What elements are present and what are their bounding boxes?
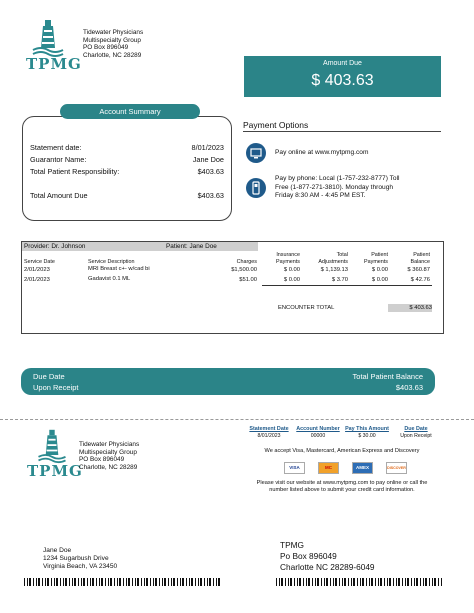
col-charges: Charges (236, 259, 257, 265)
barcode-icon (24, 578, 220, 586)
address-line: Charlotte, NC 28289 (83, 51, 142, 59)
mastercard-icon: MC (318, 462, 339, 474)
tear-line (0, 419, 474, 420)
row-adj: $ 3.70 (331, 277, 348, 283)
address-line: Virginia Beach, VA 23450 (43, 563, 118, 570)
address-line: Tidewater Physicians (79, 441, 140, 448)
phone-line: Free (1-877-271-3810). Monday through (275, 183, 394, 191)
amount-due-label: Amount Due (323, 60, 362, 67)
remit-header-account-number: Account Number (296, 426, 340, 432)
practice-address (79, 441, 139, 471)
amount-due-box (244, 56, 441, 97)
guarantor-address (43, 547, 117, 571)
visit-website-text: Please visit our website at www.mytpmg.com to pay online or call the number listed above to submit your credit card information. (256, 480, 428, 493)
due-date-label: Due Date (33, 372, 65, 381)
address-line: PO Box 896049 (83, 44, 129, 52)
summary-value: $403.63 (197, 167, 224, 176)
lighthouse-logo-icon (31, 18, 65, 58)
total-balance-label: Total Patient Balance (352, 372, 423, 381)
col-ins-payments: Insurance Payments (276, 252, 300, 265)
balance-bar (21, 368, 435, 395)
summary-row (30, 191, 224, 200)
col-service-date: Service Date (24, 259, 55, 265)
row-charges: $1,500.00 (231, 267, 257, 273)
summary-row (30, 143, 224, 152)
phone-line: Pay by phone: Local (1-757-232-8777) Toll (275, 175, 400, 182)
divider (243, 131, 441, 132)
address-line: Multispecialty Group (79, 448, 137, 456)
summary-label: Total Patient Responsibility: (30, 167, 120, 176)
address-line: PO Box 896049 (79, 456, 125, 464)
pay-phone-text (275, 175, 400, 201)
row-date: 2/01/2023 (24, 267, 50, 273)
total-balance-value: $403.63 (395, 383, 423, 392)
address-line: Tidewater Physicians (83, 29, 144, 36)
address-line: Charlotte NC 28289-6049 (280, 562, 375, 572)
amex-card-icon: AMEX (352, 462, 373, 474)
row-date: 2/01/2023 (24, 277, 50, 283)
remit-header-statement-date: Statement Date (249, 426, 289, 432)
row-bal: $ 42.76 (410, 277, 430, 283)
row-ins: $ 0.00 (283, 277, 300, 283)
logo-text: TPMG (27, 462, 83, 480)
address-line: 1234 Sugarbush Drive (43, 555, 109, 562)
address-line: Po Box 896049 (280, 551, 337, 561)
phone-icon (246, 178, 266, 198)
summary-row (30, 155, 224, 164)
barcode-icon (276, 578, 442, 586)
account-summary-title: Account Summary (60, 104, 200, 119)
lighthouse-logo-icon (36, 428, 68, 464)
row-charges: $51.00 (239, 277, 257, 283)
row-bal: $ 360.87 (407, 267, 430, 273)
payee-address (280, 540, 375, 573)
row-underline (262, 285, 432, 286)
address-line: Jane Doe (43, 547, 72, 554)
payment-options-title: Payment Options (243, 120, 309, 130)
col-patient-payments: Patient Payments (364, 252, 388, 265)
discover-card-icon: DISCOVER (386, 462, 407, 474)
remit-account-number: 00000 (310, 433, 326, 439)
summary-row (30, 167, 224, 176)
patient-name: Patient: Jane Doe (166, 243, 217, 250)
row-adj: $ 1,139.13 (320, 267, 348, 273)
row-desc: Gadavist 0.1 ML (88, 276, 131, 282)
pay-online-text: Pay online at www.mytpmg.com (275, 149, 369, 156)
remit-pay-amount: $ 30.00 (358, 433, 376, 439)
encounter-total-value: $ 403.63 (388, 304, 432, 312)
summary-value: Jane Doe (192, 155, 224, 164)
remit-header-pay-amount: Pay This Amount (345, 426, 389, 432)
col-adjustments: Total Adjustments (318, 252, 348, 265)
address-line: Charlotte, NC 28289 (79, 463, 138, 471)
due-date-value: Upon Receipt (33, 383, 79, 392)
address-line: Multispecialty Group (83, 36, 141, 44)
row-ins: $ 0.00 (283, 267, 300, 273)
col-description: Service Description (88, 259, 135, 265)
address-line: TPMG (280, 540, 304, 550)
summary-value: 8/01/2023 (191, 143, 224, 152)
remit-due-date: Upon Receipt (400, 433, 432, 439)
provider-name: Provider: Dr. Johnson (24, 243, 86, 250)
remit-statement-date: 8/01/2023 (257, 433, 281, 439)
visa-card-icon: VISA (284, 462, 305, 474)
remit-header-due-date: Due Date (404, 426, 428, 432)
amount-due-value: $ 403.63 (311, 72, 374, 89)
computer-icon (246, 143, 266, 163)
row-pay: $ 0.00 (371, 277, 388, 283)
summary-label: Total Amount Due (30, 191, 88, 200)
practice-address (83, 29, 143, 59)
row-desc: MRI Breast c+- w/cad bi (88, 266, 150, 272)
provider-header (22, 242, 258, 251)
row-pay: $ 0.00 (371, 267, 388, 273)
account-summary-panel (22, 116, 232, 221)
logo-text: TPMG (26, 55, 82, 73)
phone-line: Friday 8:30 AM - 4:45 PM EST. (275, 192, 366, 200)
encounter-total-label: ENCOUNTER TOTAL (278, 305, 335, 311)
summary-label: Statement date: (30, 143, 82, 152)
col-patient-balance: Patient Balance (410, 252, 430, 265)
summary-label: Guarantor Name: (30, 155, 87, 164)
accepted-cards-text: We accept Visa, Mastercard, American Express and Discovery (264, 448, 420, 454)
summary-value: $403.63 (197, 191, 224, 200)
